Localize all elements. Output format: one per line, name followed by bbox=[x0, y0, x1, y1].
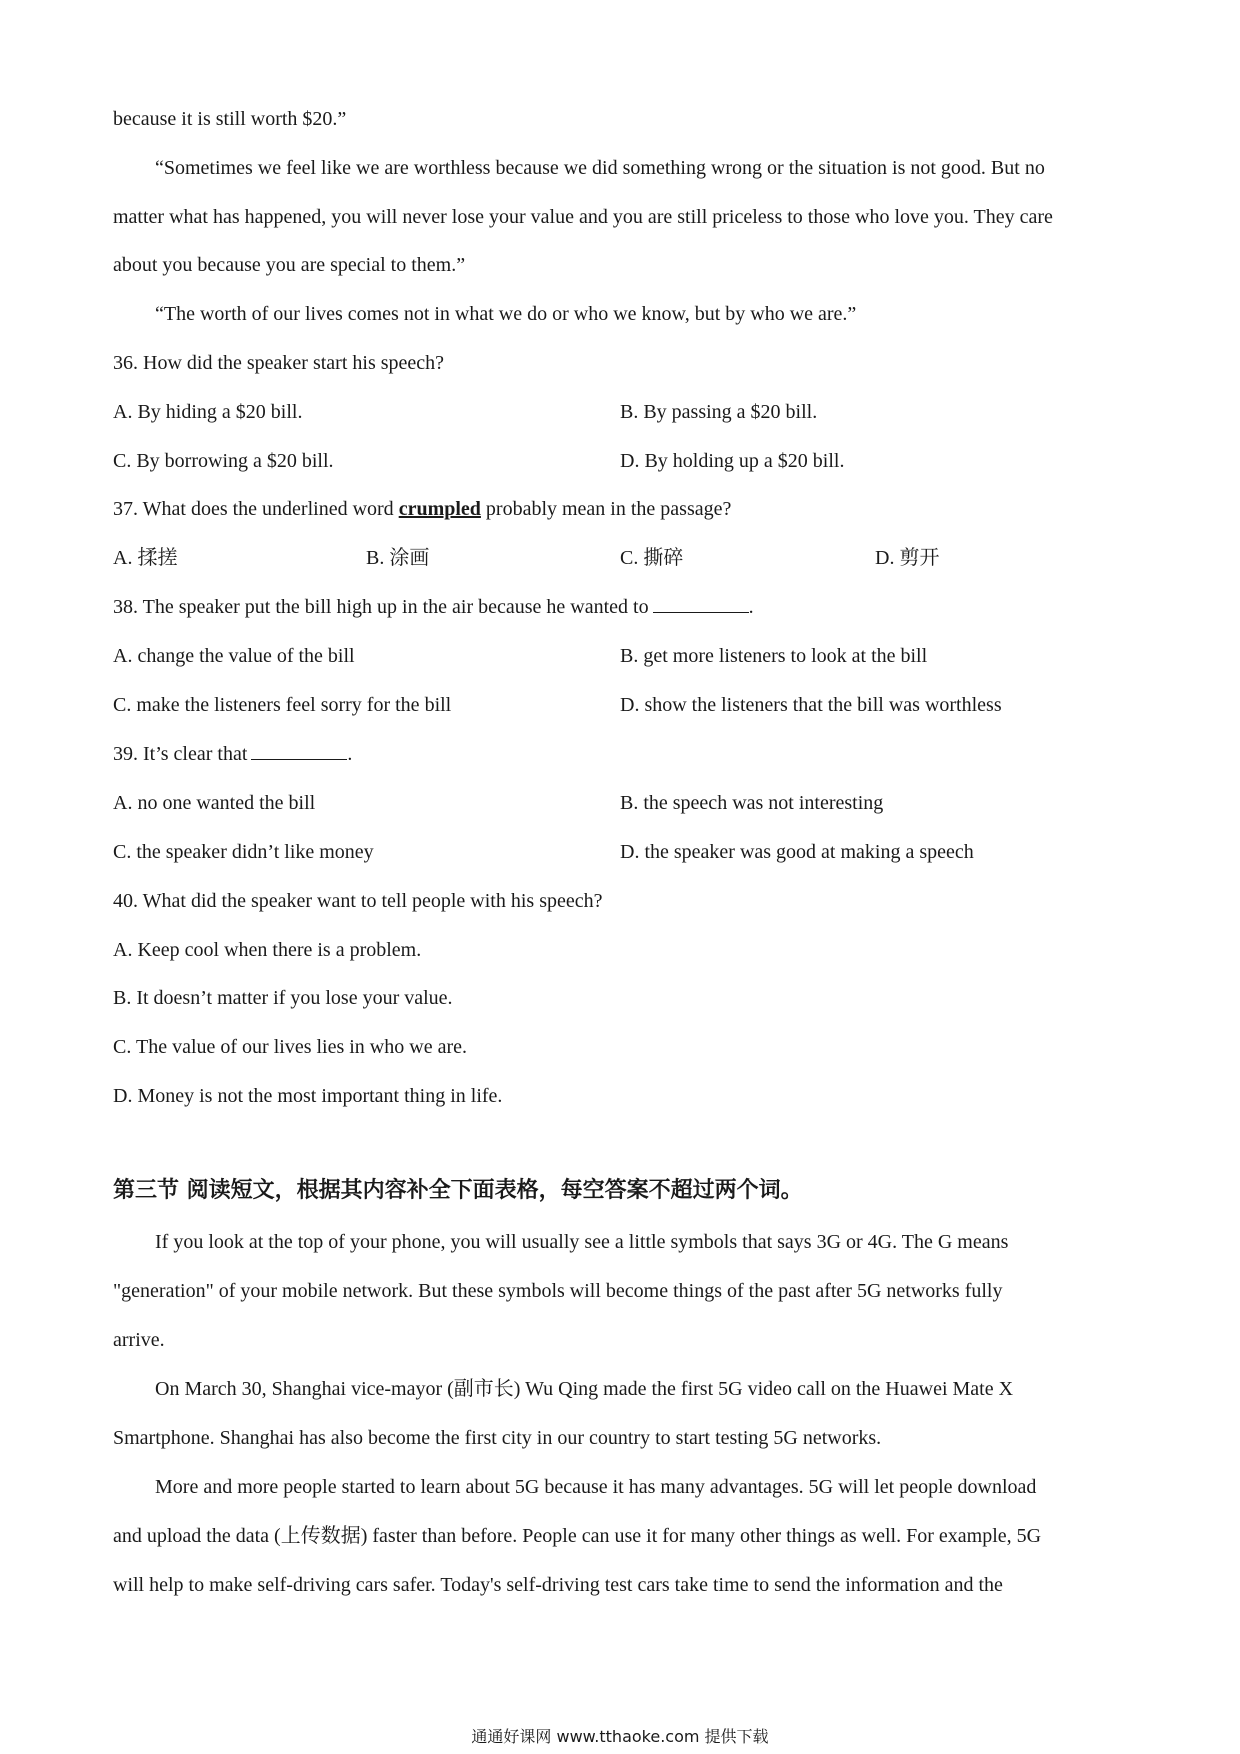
question-38-stem-text: 38. The speaker put the bill high up in the air because he wanted to bbox=[113, 596, 649, 618]
question-38-end: . bbox=[748, 596, 754, 618]
article-line: On March 30, Shanghai vice-mayor (副市长) Wu Qing made the first 5G video call on the Huawei Mate X bbox=[155, 1378, 1014, 1400]
article-line: arrive. bbox=[113, 1329, 165, 1351]
question-39-stem bbox=[113, 741, 352, 767]
question-37-stem-before: 37. What does the underlined word bbox=[113, 498, 399, 520]
question-39-option-b: B. the speech was not interesting bbox=[620, 792, 884, 814]
question-36-option-d: D. By holding up a $20 bill. bbox=[620, 450, 845, 472]
question-40-stem: 40. What did the speaker want to tell people with his speech? bbox=[113, 890, 603, 912]
question-40-option-b: B. It doesn’t matter if you lose your value. bbox=[113, 987, 453, 1009]
question-39-option-a: A. no one wanted the bill bbox=[113, 792, 316, 814]
passage-line: “The worth of our lives comes not in what we do or who we know, but by who we are.” bbox=[155, 303, 857, 325]
question-38-option-a: A. change the value of the bill bbox=[113, 645, 355, 667]
question-38-option-b: B. get more listeners to look at the bill bbox=[620, 645, 928, 667]
question-37-option-b: B. 涂画 bbox=[366, 547, 430, 569]
question-40-option-c: C. The value of our lives lies in who we are. bbox=[113, 1036, 467, 1058]
question-36-option-b: B. By passing a $20 bill. bbox=[620, 401, 818, 423]
question-37-option-c: C. 撕碎 bbox=[620, 547, 684, 569]
question-37-stem bbox=[113, 496, 731, 522]
passage-line: “Sometimes we feel like we are worthless because we did something wrong or the situation is not good. But no bbox=[155, 157, 1045, 179]
passage-line: matter what has happened, you will never lose your value and you are still priceless to those who love you. They care bbox=[113, 206, 1053, 228]
answer-blank bbox=[251, 741, 347, 760]
article-line: Smartphone. Shanghai has also become the first city in our country to start testing 5G networks. bbox=[113, 1427, 882, 1449]
page-footer: 通通好课网 www.tthaoke.com 提供下载 bbox=[471, 1727, 769, 1746]
question-36-option-c: C. By borrowing a $20 bill. bbox=[113, 450, 334, 472]
passage-line: because it is still worth $20.” bbox=[113, 108, 347, 130]
article-line: More and more people started to learn about 5G because it has many advantages. 5G will let people download bbox=[155, 1476, 1037, 1498]
underlined-keyword: crumpled bbox=[398, 498, 481, 520]
section-heading: 第三节 阅读短文，根据其内容补全下面表格，每空答案不超过两个词。 bbox=[113, 1178, 803, 1203]
article-line: "generation" of your mobile network. But these symbols will become things of the past after 5G networks fully bbox=[113, 1280, 1003, 1302]
question-39-option-d: D. the speaker was good at making a speech bbox=[620, 841, 974, 863]
question-39-stem-text: 39. It’s clear that bbox=[113, 743, 248, 765]
article-line: will help to make self-driving cars safer. Today's self-driving test cars take time to send the information and the bbox=[113, 1574, 1003, 1596]
question-40-option-a: A. Keep cool when there is a problem. bbox=[113, 939, 422, 961]
question-37-option-d: D. 剪开 bbox=[875, 547, 940, 569]
answer-blank bbox=[653, 594, 749, 613]
question-40-option-d: D. Money is not the most important thing in life. bbox=[113, 1085, 503, 1107]
question-39-option-c: C. the speaker didn’t like money bbox=[113, 841, 374, 863]
question-36-option-a: A. By hiding a $20 bill. bbox=[113, 401, 303, 423]
question-38-option-d: D. show the listeners that the bill was worthless bbox=[620, 694, 1002, 716]
question-37-option-a: A. 揉搓 bbox=[113, 547, 178, 569]
article-line: If you look at the top of your phone, you will usually see a little symbols that says 3G or 4G. The G means bbox=[155, 1231, 1009, 1253]
question-39-end: . bbox=[347, 743, 353, 765]
question-38-stem bbox=[113, 594, 754, 620]
question-36-stem: 36. How did the speaker start his speech? bbox=[113, 352, 445, 374]
question-38-option-c: C. make the listeners feel sorry for the bill bbox=[113, 694, 452, 716]
passage-line: about you because you are special to them.” bbox=[113, 254, 466, 276]
article-line: and upload the data (上传数据) faster than before. People can use it for many other things as well. For example, 5G bbox=[113, 1525, 1042, 1547]
question-37-stem-after: probably mean in the passage? bbox=[480, 498, 732, 520]
